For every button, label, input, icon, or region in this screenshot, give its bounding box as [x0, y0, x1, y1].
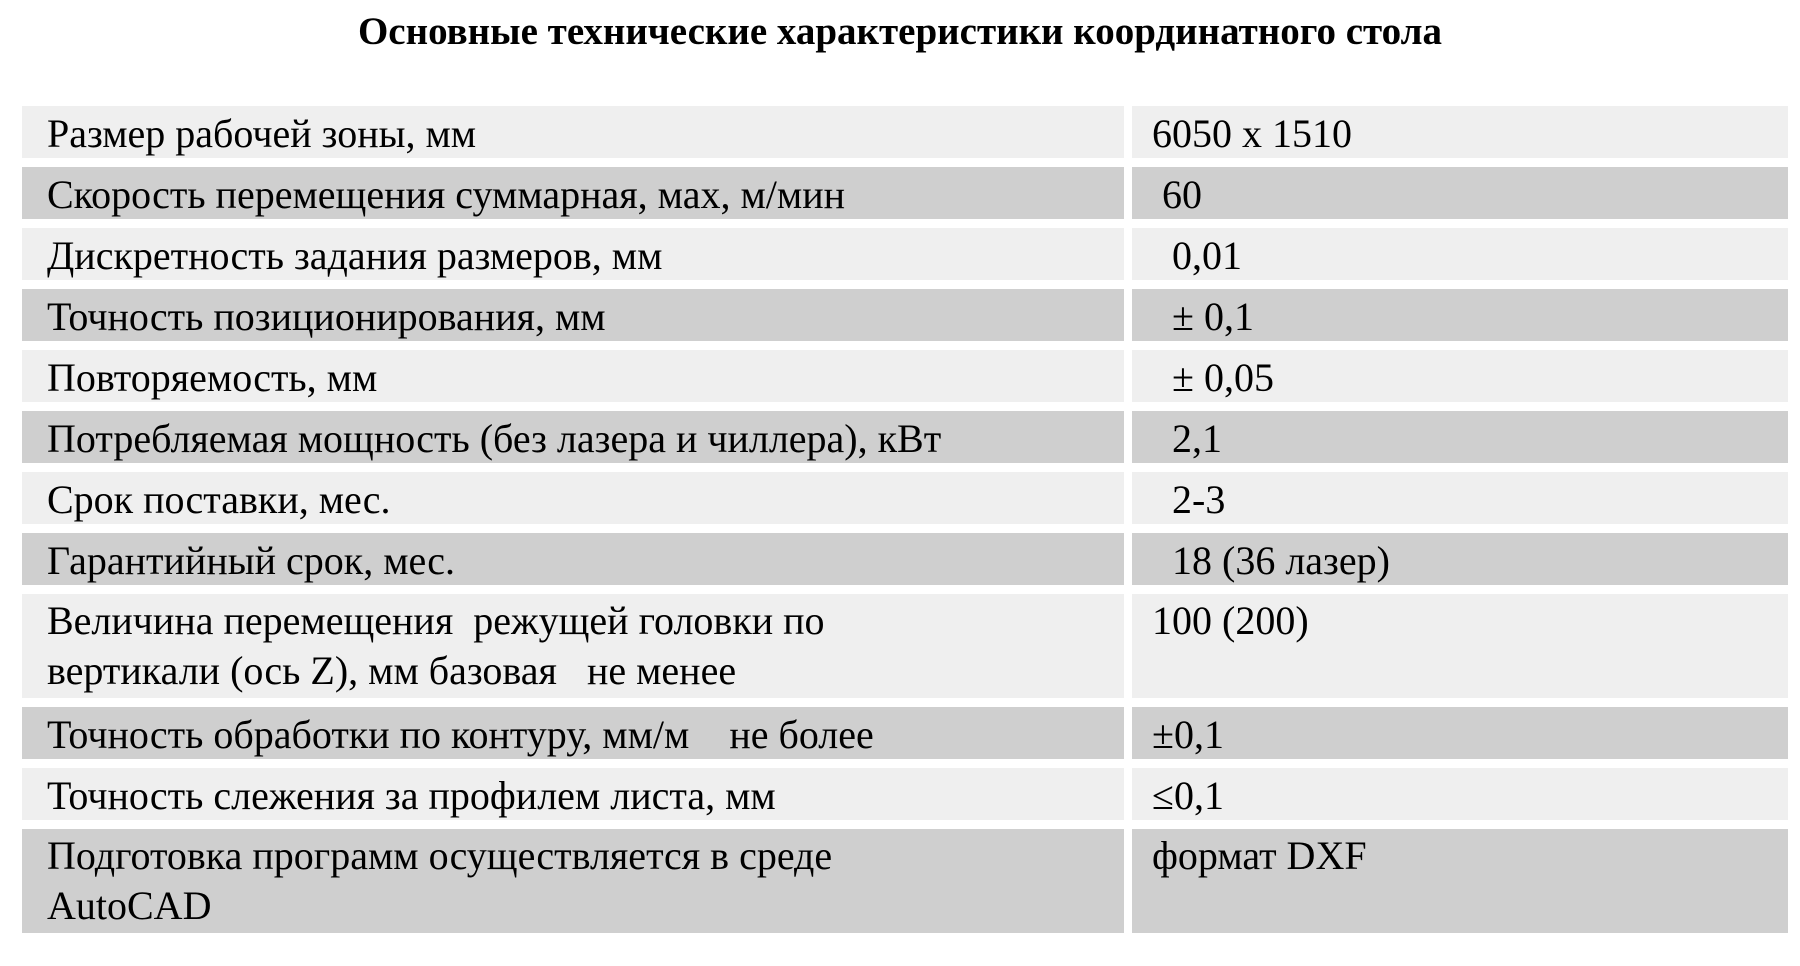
- spec-value: 18 (36 лазер): [1132, 533, 1788, 585]
- spec-label: Повторяемость, мм: [22, 350, 1124, 402]
- spec-label: Дискретность задания размеров, мм: [22, 228, 1124, 280]
- spec-label: [22, 594, 1124, 698]
- spec-label: [22, 829, 1124, 933]
- table-row: [22, 289, 1788, 341]
- spec-label-line: AutoCAD: [47, 883, 212, 928]
- spec-value: формат DXF: [1132, 829, 1788, 933]
- spec-label-line: вертикали (ось Z), мм базовая не менее: [47, 648, 737, 693]
- table-row: [22, 350, 1788, 402]
- spec-label: Размер рабочей зоны, мм: [22, 106, 1124, 158]
- spec-value: 100 (200): [1132, 594, 1788, 698]
- document-title: Основные технические характеристики координатного стола: [357, 10, 1443, 53]
- spec-label: Точность обработки по контуру, мм/м не более: [22, 707, 1124, 759]
- table-row: [22, 167, 1788, 219]
- spec-value: ± 0,1: [1132, 289, 1788, 341]
- spec-value: 0,01: [1132, 228, 1788, 280]
- table-row: [22, 472, 1788, 524]
- spec-label: Потребляемая мощность (без лазера и чиллера), кВт: [22, 411, 1124, 463]
- spec-value: 2,1: [1132, 411, 1788, 463]
- spec-label-line: Подготовка программ осуществляется в среде: [47, 833, 833, 878]
- spec-label: Срок поставки, мес.: [22, 472, 1124, 524]
- spec-label-line: Величина перемещения режущей головки по: [47, 598, 825, 643]
- spec-value: 6050 х 1510: [1132, 106, 1788, 158]
- spec-value: ±0,1: [1132, 707, 1788, 759]
- table-row: [22, 768, 1788, 820]
- spec-value: 60: [1132, 167, 1788, 219]
- table-row: [22, 594, 1788, 698]
- spec-label: Точность слежения за профилем листа, мм: [22, 768, 1124, 820]
- spec-label: Гарантийный срок, мес.: [22, 533, 1124, 585]
- table-row: [22, 829, 1788, 933]
- spec-label: Скорость перемещения суммарная, мах, м/мин: [22, 167, 1124, 219]
- spec-value: ± 0,05: [1132, 350, 1788, 402]
- table-row: [22, 228, 1788, 280]
- table-row: [22, 707, 1788, 759]
- specs-table: [22, 106, 1788, 942]
- table-row: [22, 411, 1788, 463]
- table-row: [22, 533, 1788, 585]
- table-row: [22, 106, 1788, 158]
- spec-value: 2-3: [1132, 472, 1788, 524]
- spec-label: Точность позиционирования, мм: [22, 289, 1124, 341]
- spec-value: ≤0,1: [1132, 768, 1788, 820]
